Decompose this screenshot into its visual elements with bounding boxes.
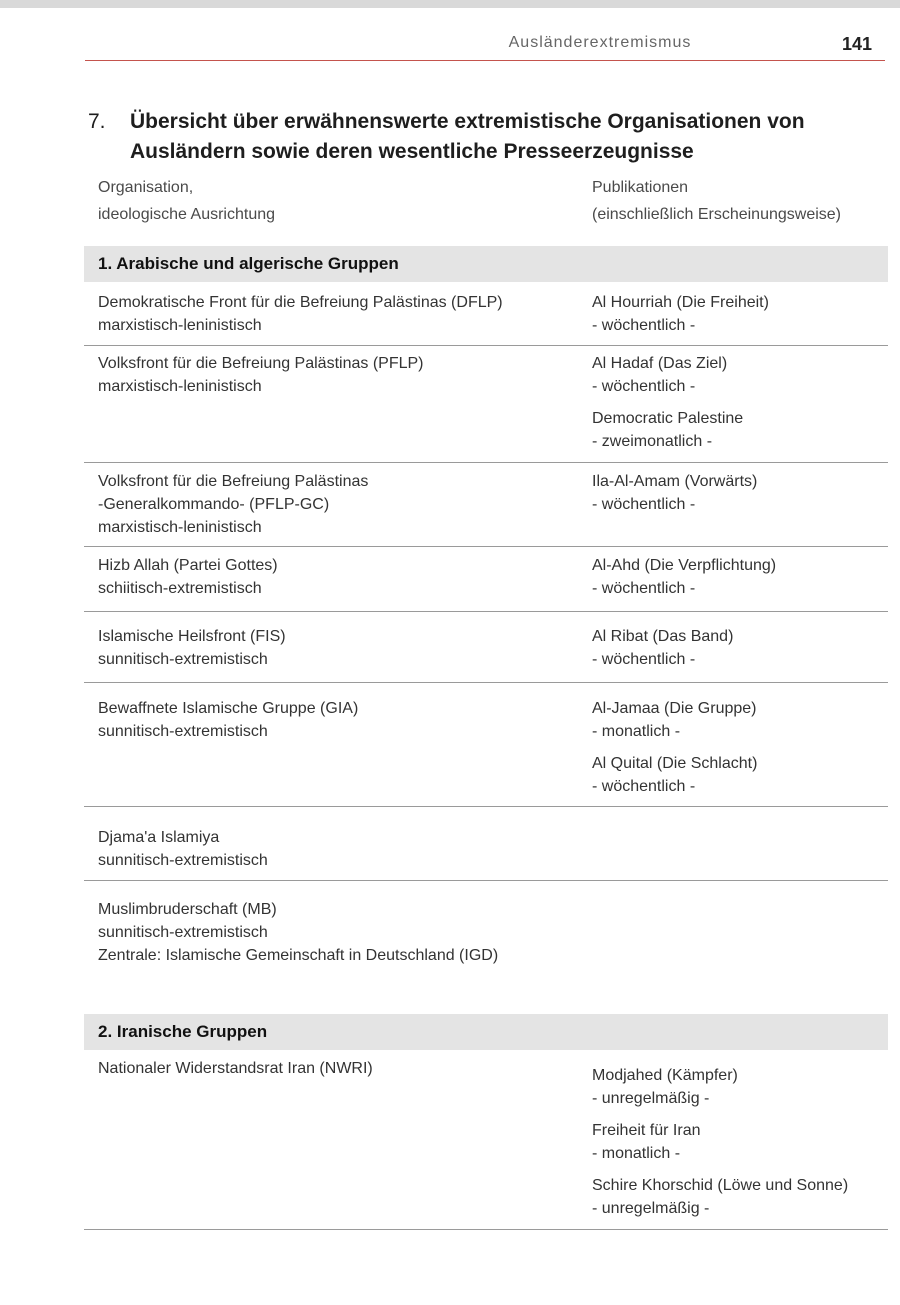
organisation-ideology: sunnitisch-extremistisch: [98, 651, 268, 668]
section-bar-arabic: [84, 246, 888, 282]
page-number: 141: [842, 34, 873, 54]
publication-frequency: - wöchentlich -: [592, 378, 696, 395]
publication-name: Al Hadaf (Das Ziel): [592, 355, 728, 372]
publication-frequency: - wöchentlich -: [592, 496, 696, 513]
organisation-ideology: sunnitisch-extremistisch: [98, 723, 268, 740]
row-divider: [84, 682, 888, 683]
organisation-ideology: marxistisch-leninistisch: [98, 317, 262, 334]
publication-name: Al Hourriah (Die Freiheit): [592, 294, 769, 311]
section-bar-iranian: [84, 1014, 888, 1050]
column-header-publications-line2: (einschließlich Erscheinungsweise): [592, 206, 841, 223]
organisation-name: Volksfront für die Befreiung Palästinas: [98, 473, 369, 490]
organisation-ideology: schiitisch-extremistisch: [98, 580, 262, 597]
publication-name: Freiheit für Iran: [592, 1122, 701, 1139]
section-title: 2. Iranische Gruppen: [98, 1022, 268, 1041]
publication-item: [592, 1064, 892, 1110]
column-header-organisation-line1: Organisation,: [98, 179, 194, 196]
publication-name: Al Quital (Die Schlacht): [592, 755, 758, 772]
publication-frequency: - monatlich -: [592, 723, 681, 740]
organisation-cell: [98, 352, 568, 398]
publication-cell: [592, 470, 892, 525]
organisation-headquarters: Zentrale: Islamische Gemeinschaft in Deutschland (IGD): [98, 947, 499, 964]
running-head-title: Ausländerextremismus: [508, 34, 692, 51]
publication-cell: [592, 1064, 892, 1229]
organisation-cell: [98, 898, 698, 967]
publication-frequency: - unregelmäßig -: [592, 1200, 710, 1217]
publication-item: [592, 291, 892, 337]
column-header-publications: [592, 174, 841, 228]
section-title: 1. Arabische und algerische Gruppen: [98, 254, 399, 273]
heading-text: Übersicht über erwähnenswerte extremistische Organisationen von Ausländern sowie deren wesentliche Presseerzeugnisse: [130, 110, 805, 163]
heading-number: 7.: [88, 110, 106, 133]
row-divider: [84, 345, 888, 346]
publication-frequency: - wöchentlich -: [592, 651, 696, 668]
organisation-name: Bewaffnete Islamische Gruppe (GIA): [98, 700, 359, 717]
publication-name: Modjahed (Kämpfer): [592, 1067, 738, 1084]
organisation-cell: [98, 1057, 568, 1080]
publication-frequency: - unregelmäßig -: [592, 1090, 710, 1107]
organisation-name: Hizb Allah (Partei Gottes): [98, 557, 278, 574]
publication-name: Al-Ahd (Die Verpflichtung): [592, 557, 777, 574]
publication-item: [592, 697, 892, 743]
publication-frequency: - wöchentlich -: [592, 778, 696, 795]
row-divider: [84, 546, 888, 547]
organisation-name: Nationaler Widerstandsrat Iran (NWRI): [98, 1060, 373, 1077]
organisation-cell: [98, 625, 568, 671]
organisation-cell: [98, 470, 568, 539]
running-head: [0, 34, 900, 58]
publication-name: Democratic Palestine: [592, 410, 744, 427]
publication-cell: [592, 697, 892, 807]
publication-name: Al Ribat (Das Band): [592, 628, 734, 645]
publication-name: Schire Khorschid (Löwe und Sonne): [592, 1177, 849, 1194]
publication-item: [592, 554, 892, 600]
publication-item: [592, 625, 892, 671]
organisation-ideology: marxistisch-leninistisch: [98, 378, 262, 395]
row-divider: [84, 462, 888, 463]
publication-item: [592, 1174, 892, 1220]
publication-frequency: - wöchentlich -: [592, 580, 696, 597]
row-divider: [84, 806, 888, 807]
organisation-cell: [98, 554, 568, 600]
organisation-name: Islamische Heilsfront (FIS): [98, 628, 286, 645]
organisation-name: Muslimbruderschaft (MB): [98, 901, 277, 918]
row-divider: [84, 1229, 888, 1230]
publication-cell: [592, 291, 892, 346]
publication-name: Al-Jamaa (Die Gruppe): [592, 700, 757, 717]
publication-item: [592, 470, 892, 516]
organisation-cell: [98, 826, 568, 872]
column-header-organisation-line2: ideologische Ausrichtung: [98, 206, 276, 223]
publication-cell: [592, 554, 892, 609]
publication-frequency: - zweimonatlich -: [592, 433, 713, 450]
publication-cell: [592, 625, 892, 680]
publication-item: [592, 352, 892, 398]
publication-cell: [592, 352, 892, 462]
publication-name: Ila-Al-Amam (Vorwärts): [592, 473, 758, 490]
column-header-organisation: [98, 174, 275, 228]
publication-item: [592, 752, 892, 798]
organisation-name: Djama'a Islamiya: [98, 829, 220, 846]
row-divider: [84, 880, 888, 881]
running-head-rule: [85, 60, 885, 61]
organisation-cell: [98, 291, 568, 337]
column-header-publications-line1: Publikationen: [592, 179, 689, 196]
publication-frequency: - monatlich -: [592, 1145, 681, 1162]
organisation-name: Volksfront für die Befreiung Palästinas (PFLP): [98, 355, 424, 372]
organisation-name-continued: -Generalkommando- (PFLP-GC): [98, 496, 330, 513]
organisation-ideology: sunnitisch-extremistisch: [98, 852, 268, 869]
publication-item: [592, 407, 892, 453]
publication-item: [592, 1119, 892, 1165]
organisation-ideology: sunnitisch-extremistisch: [98, 924, 268, 941]
row-divider: [84, 611, 888, 612]
publication-frequency: - wöchentlich -: [592, 317, 696, 334]
organisation-ideology: marxistisch-leninistisch: [98, 519, 262, 536]
organisation-cell: [98, 697, 568, 743]
organisation-name: Demokratische Front für die Befreiung Palästinas (DFLP): [98, 294, 503, 311]
scan-edge: [0, 0, 900, 8]
